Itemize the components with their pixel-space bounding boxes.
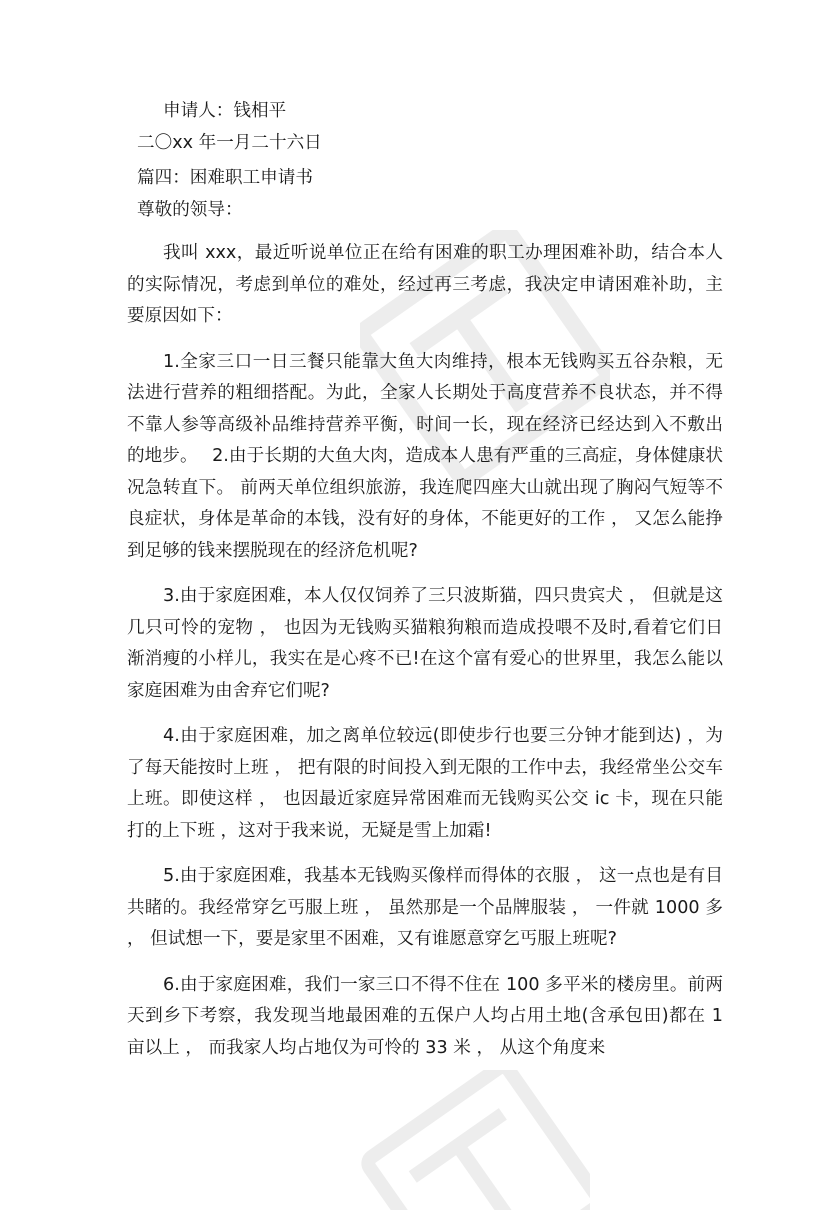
paragraph-intro: 我叫 xxx，最近听说单位正在给有困难的职工办理困难补助，结合本人的实际情况，考虑到单位的难处，经过再三考虑，我决定申请困难补助，主要原因如下：: [127, 243, 723, 326]
paragraph-reason-6: 6.由于家庭困难，我们一家三口不得不住在 100 多平米的楼房里。前两天到乡下考察，我发现当地最困难的五保户人均占用土地(含承包田)都在 1 亩以上 ， 而我家人均占地仅为可怜的 33 米 ， 从这个角度来: [127, 974, 723, 1058]
date-line: 二〇xx 年一月二十六日: [137, 132, 322, 153]
salutation: 尊敬的领导：: [137, 199, 243, 220]
watermark-logo-icon: [360, 1070, 590, 1210]
paragraph-reason-1-2: 1.全家三口一日三餐只能靠大鱼大肉维持，根本无钱购买五谷杂粮，无法进行营养的粗细搭配。为此，全家人长期处于高度营养不良状态，并不得不靠人参等高级补品维持营养平衡，时间一长，现在经济已经达到入不敷出的地步。 2.由于长期的大鱼大肉，造成本人患有严重的三高症，身体健康状况急转直下。 前两天单位组织旅游，我连爬四座大山就出现了胸闷气短等不良症状，身体是革命的本钱，没有好的身体，不能更好的工作 ， 又怎么能挣到足够的钱来摆脱现在的经济危机呢?: [127, 351, 723, 561]
paragraph-reason-4: 4.由于家庭困难，加之离单位较远(即使步行也要三分钟才能到达) ，为了每天能按时上班 ， 把有限的时间投入到无限的工作中去，我经常坐公交车上班。即使这样 ， 也因最近家庭异常困难而无钱购买公交 ic 卡，现在只能打的上下班 ，这对于我来说，无疑是雪上加霜!: [127, 726, 723, 841]
section-title: 篇四：困难职工申请书: [137, 168, 313, 188]
applicant-line: 申请人：钱相平: [163, 101, 287, 121]
paragraph-reason-5: 5.由于家庭困难，我基本无钱购买像样而得体的衣服 ， 这一点也是有目共睹的。我经常穿乞丐服上班 ， 虽然那是一个品牌服装 ， 一件就 1000 多 ， 但试想一下，要是家里不困难，又有谁愿意穿乞丐服上班呢?: [127, 866, 723, 949]
paragraph-reason-3: 3.由于家庭困难，本人仅仅饲养了三只波斯猫，四只贵宾犬 ， 但就是这几只可怜的宠物 ， 也因为无钱购买猫粮狗粮而造成投喂不及时,看着它们日渐消瘦的小样儿，我实在是心疼不已!在这个富有爱心的世界里，我怎么能以家庭困难为由舍弃它们呢?: [127, 586, 723, 701]
document-body: [127, 96, 723, 1078]
